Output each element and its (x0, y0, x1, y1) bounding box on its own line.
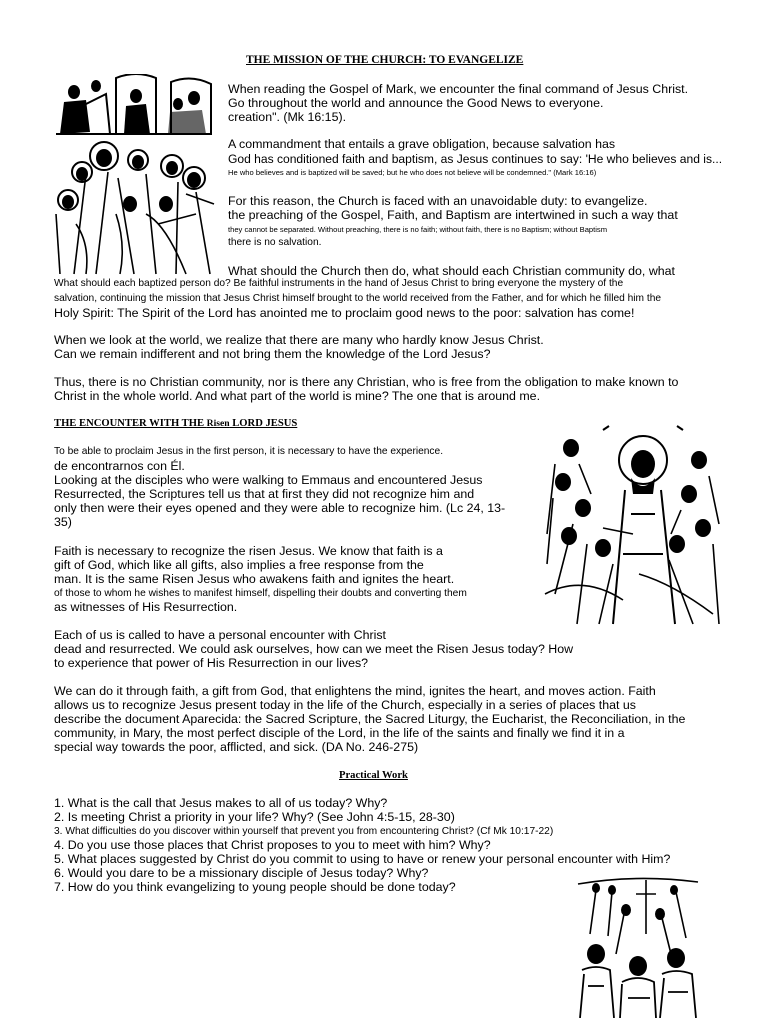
encounter-line: Each of us is called to have a personal encounter with Christ (54, 628, 386, 642)
encounter-line: We can do it through faith, a gift from God, that enlightens the mind, ignites the heart, and moves action. Faith (54, 684, 656, 698)
intro-line: Can we remain indifferent and not bring them the knowledge of the Lord Jesus? (54, 347, 491, 361)
encounter-line: 35) (54, 515, 72, 529)
intro-line: salvation, continuing the mission that Jesus Christ himself brought to the world received from the Father, and for which he filled him the (54, 293, 662, 304)
youth-illustration (576, 874, 700, 1018)
encounter-line: Looking at the disciples who were walking to Emmaus and encountered Jesus (54, 473, 483, 487)
encounter-line: dead and resurrected. We could ask ourselves, how can we meet the Risen Jesus today? How (54, 642, 574, 656)
question-item: 5. What places suggested by Christ do you commit to using to have or renew your personal encounter with Him? (54, 852, 671, 866)
question-item: 3. What difficulties do you discover within yourself that prevent you from encountering Christ? (Cf Mk 10:17-22) (54, 826, 554, 837)
intro-line: Thus, there is no Christian community, nor is there any Christian, who is free from the obligation to make known to (54, 375, 679, 389)
intro-line: they cannot be separated. Without preaching, there is no faith; without faith, there is no Baptism; without Baptism (228, 225, 608, 234)
question-item: 6. Would you dare to be a missionary disciple of Jesus today? Why? (54, 866, 429, 880)
encounter-line: Faith is necessary to recognize the risen Jesus. We know that faith is a (54, 544, 443, 558)
intro-line: creation". (Mk 16:15). (228, 110, 347, 124)
encounter-line: de encontrarnos con Él. (54, 459, 185, 473)
encounter-line: man. It is the same Risen Jesus who awakens faith and ignites the heart. (54, 572, 455, 586)
encounter-line: To be able to proclaim Jesus in the first person, it is necessary to have the experience. (54, 446, 444, 457)
question-item: 7. How do you think evangelizing to young people should be done today? (54, 880, 456, 894)
encounter-line: special way towards the poor, afflicted, and sick. (DA No. 246-275) (54, 740, 419, 754)
question-item: 1. What is the call that Jesus makes to all of us today? Why? (54, 796, 388, 810)
intro-line: When reading the Gospel of Mark, we encounter the final command of Jesus Christ. (228, 82, 689, 96)
section-heading-practical: Practical Work (339, 770, 408, 781)
encounter-line: community, in Mary, the most perfect disciple of the Lord, in the life of the saints and finally we find it in a (54, 726, 625, 740)
intro-line: God has conditioned faith and baptism, as Jesus continues to say: 'He who believes and is... (228, 152, 723, 166)
encounter-line: only then were their eyes opened and they were able to recognize him. (Lc 24, 13- (54, 501, 506, 515)
intro-line: Christ in the whole world. And what part of the world is mine? The one that is around me. (54, 389, 541, 403)
intro-line: Holy Spirit: The Spirit of the Lord has anointed me to proclaim good news to the poor: salvation has come! (54, 306, 635, 320)
page-title: THE MISSION OF THE CHURCH: TO EVANGELIZE (246, 54, 524, 66)
encounter-line: as witnesses of His Resurrection. (54, 600, 238, 614)
intro-line: there is no salvation. (228, 237, 322, 248)
encounter-line: to experience that power of His Resurrection in our lives? (54, 656, 369, 670)
intro-line: A commandment that entails a grave obligation, because salvation has (228, 137, 616, 151)
section-heading-encounter: THE ENCOUNTER WITH THE Risen LORD JESUS (54, 418, 298, 429)
question-item: 4. Do you use those places that Christ proposes to you to meet with him? Why? (54, 838, 491, 852)
question-item: 2. Is meeting Christ a priority in your life? Why? (See John 4:5-15, 28-30) (54, 810, 455, 824)
risen-jesus-illustration (543, 424, 721, 628)
apostles-illustration (46, 74, 216, 276)
intro-line: the preaching of the Gospel, Faith, and Baptism are intertwined in such a way that (228, 208, 678, 222)
encounter-line: describe the document Aparecida: the Sacred Scripture, the Sacred Liturgy, the Eucharist, the Reconciliation, in the (54, 712, 686, 726)
encounter-line: Resurrected, the Scriptures tell us that at first they did not recognize him and (54, 487, 475, 501)
intro-line: What should each baptized person do? Be faithful instruments in the hand of Jesus Christ to bring everyone the mystery of the (54, 278, 624, 289)
intro-line: What should the Church then do, what should each Christian community do, what (228, 264, 675, 278)
intro-line: He who believes and is baptized will be saved; but he who does not believe will be condemned." (Mark 16:16) (228, 168, 597, 177)
intro-line: When we look at the world, we realize that there are many who hardly know Jesus Christ. (54, 333, 544, 347)
intro-line: For this reason, the Church is faced with an unavoidable duty: to evangelize. (228, 194, 648, 208)
encounter-line: gift of God, which like all gifts, also implies a free response from the (54, 558, 424, 572)
intro-line: Go throughout the world and announce the Good News to everyone. (228, 96, 604, 110)
encounter-line: allows us to recognize Jesus present today in the life of the Church, especially in a series of places that us (54, 698, 636, 712)
encounter-line: of those to whom he wishes to manifest himself, dispelling their doubts and converting them (54, 588, 467, 599)
